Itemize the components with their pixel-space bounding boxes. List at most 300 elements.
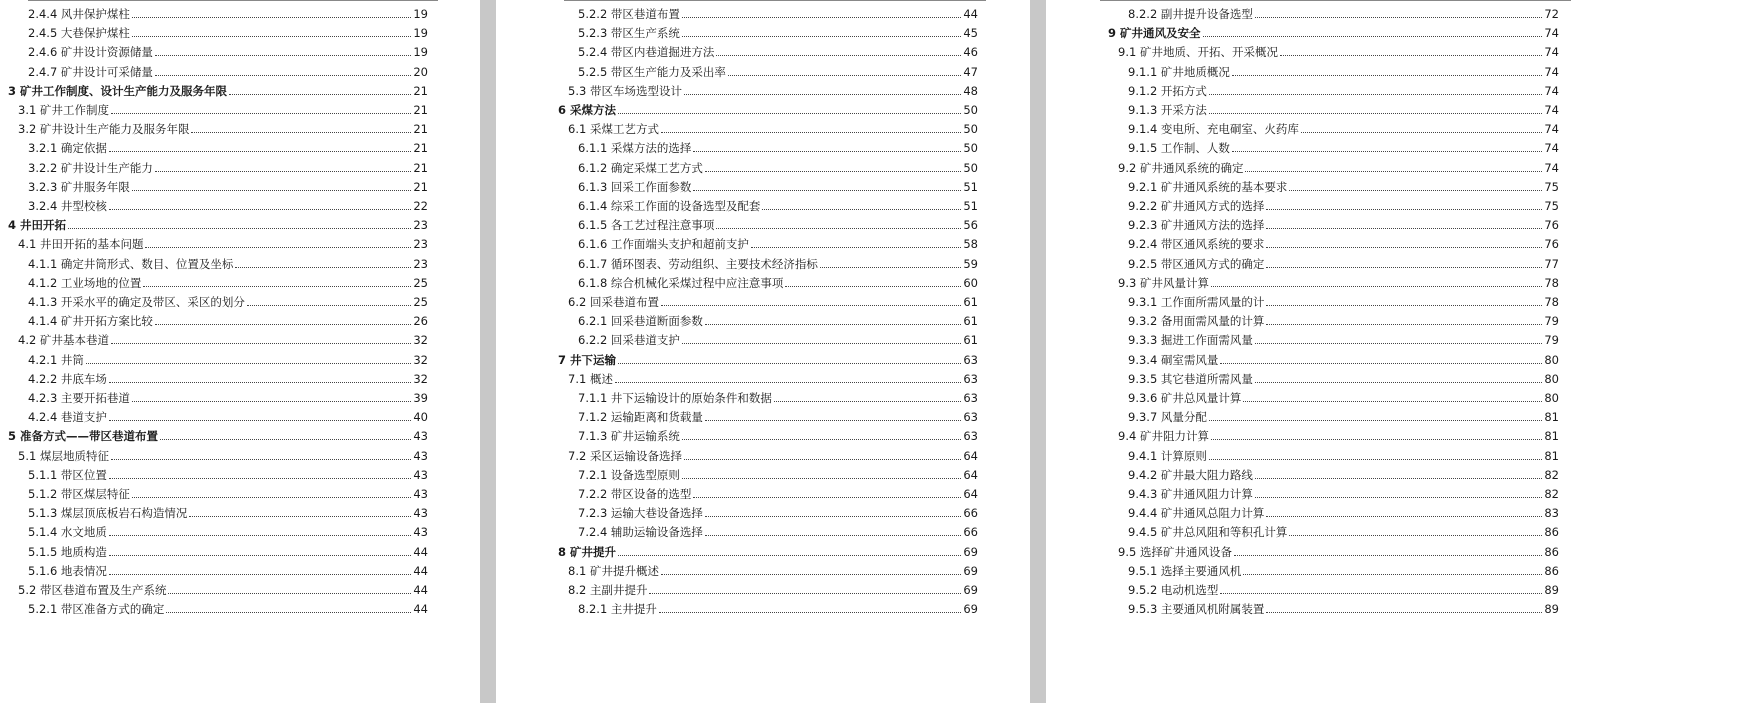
toc-entry[interactable] xyxy=(1118,39,1559,59)
toc-entry-title: 4.2.3 主要开拓巷道 xyxy=(28,391,130,405)
toc-page-number: 50 xyxy=(963,122,978,137)
toc-entry-title: 7.1.1 井下运输设计的原始条件和数据 xyxy=(578,391,772,405)
toc-page-number: 45 xyxy=(963,26,978,41)
dot-leader xyxy=(155,171,411,172)
toc-entry[interactable] xyxy=(568,366,978,386)
toc-entry[interactable] xyxy=(1128,500,1559,520)
toc-entry-title: 3.2.2 矿井设计生产能力 xyxy=(28,160,153,175)
toc-entry[interactable] xyxy=(1128,385,1559,405)
dot-leader xyxy=(1220,593,1542,594)
toc-entry[interactable] xyxy=(578,404,978,424)
dot-leader xyxy=(1232,151,1542,152)
toc-entry-title: 5.2.5 带区生产能力及采出率 xyxy=(578,64,726,79)
dot-leader xyxy=(109,420,411,421)
toc-entry-title: 9.3.1 工作面所需风量的计 xyxy=(1128,295,1265,309)
toc-entry-title: 5.2.2 带区巷道布置 xyxy=(578,7,680,21)
toc-entry-title: 9.3.3 掘进工作面需风量 xyxy=(1128,333,1253,348)
toc-page-number: 63 xyxy=(963,352,978,367)
toc-entry[interactable] xyxy=(1128,308,1559,328)
toc-page-number: 76 xyxy=(1544,218,1559,233)
dot-leader xyxy=(1220,363,1542,364)
toc-page-number: 63 xyxy=(963,429,978,444)
toc-page-number: 43 xyxy=(413,429,428,444)
dot-leader xyxy=(168,593,411,594)
dot-leader xyxy=(1255,478,1542,479)
dot-leader xyxy=(682,343,961,344)
toc-entry[interactable] xyxy=(1118,270,1559,290)
toc-entry[interactable] xyxy=(568,558,978,578)
toc-page-number: 74 xyxy=(1544,64,1559,79)
toc-entry[interactable] xyxy=(578,596,978,616)
dot-leader xyxy=(1234,555,1542,556)
dot-leader xyxy=(682,36,961,37)
toc-entry[interactable] xyxy=(578,155,978,175)
toc-entry[interactable] xyxy=(28,539,428,559)
toc-page-number: 78 xyxy=(1544,295,1559,309)
toc-entry[interactable] xyxy=(28,1,428,21)
dot-leader xyxy=(1266,612,1542,613)
toc-entry-title: 9.4.5 矿井总风阻和等积孔计算 xyxy=(1128,525,1288,540)
toc-page-number: 64 xyxy=(963,448,978,463)
toc-entry-title: 9.4.1 计算原则 xyxy=(1128,448,1207,463)
dot-leader xyxy=(1209,459,1542,460)
toc-entry-title: 7.2.1 设备选型原则 xyxy=(578,467,680,482)
toc-entry[interactable] xyxy=(568,78,978,98)
dot-leader xyxy=(235,267,411,268)
toc-entry[interactable] xyxy=(1128,577,1559,597)
toc-page-number: 44 xyxy=(413,563,428,578)
dot-leader xyxy=(1255,343,1542,344)
toc-entry[interactable] xyxy=(558,97,978,117)
toc-entry[interactable] xyxy=(1128,251,1559,271)
toc-page-number: 46 xyxy=(963,45,978,60)
dot-leader xyxy=(649,593,961,594)
toc-page-number: 19 xyxy=(413,26,428,41)
toc-entry[interactable] xyxy=(28,385,428,405)
toc-entry[interactable] xyxy=(28,519,428,539)
dot-leader xyxy=(693,190,961,191)
toc-page-number: 81 xyxy=(1544,410,1559,425)
toc-entry-title: 9.3.2 备用面需风量的计算 xyxy=(1128,314,1265,329)
toc-entry[interactable] xyxy=(568,443,978,463)
dot-leader xyxy=(705,171,961,172)
toc-entry[interactable] xyxy=(1118,539,1559,559)
toc-entry[interactable] xyxy=(568,577,978,597)
toc-entry[interactable] xyxy=(28,59,428,79)
toc-page-number: 21 xyxy=(413,122,428,137)
toc-entry-title: 4.1.3 开采水平的确定及带区、采区的划分 xyxy=(28,295,245,309)
toc-page-number: 89 xyxy=(1544,583,1559,597)
dot-leader xyxy=(109,478,411,479)
toc-page-number: 43 xyxy=(413,506,428,521)
toc-entry[interactable] xyxy=(28,20,428,40)
toc-entry[interactable] xyxy=(578,1,978,21)
toc-entry-title: 2.4.6 矿井设计资源储量 xyxy=(28,45,153,60)
toc-page-number: 64 xyxy=(963,487,978,501)
toc-entry[interactable] xyxy=(28,155,428,175)
toc-page-number: 40 xyxy=(413,410,428,425)
toc-entry[interactable] xyxy=(1128,135,1559,155)
toc-entry-title: 3.2.3 矿井服务年限 xyxy=(28,179,130,194)
toc-page-number: 25 xyxy=(413,295,428,309)
toc-entry[interactable] xyxy=(1128,116,1559,136)
toc-page-number: 19 xyxy=(413,45,428,60)
toc-page-number: 74 xyxy=(1544,26,1559,41)
toc-page-number: 50 xyxy=(963,141,978,156)
toc-page-number: 25 xyxy=(413,275,428,290)
toc-page-number: 26 xyxy=(413,314,428,329)
toc-page-number: 32 xyxy=(413,352,428,367)
toc-entry-title: 6 采煤方法 xyxy=(558,103,617,117)
dot-leader xyxy=(751,247,961,248)
toc-entry[interactable] xyxy=(18,327,428,347)
toc-page-number: 69 xyxy=(963,602,978,617)
toc-entry-title: 5.1 煤层地质特征 xyxy=(18,448,109,463)
dot-leader xyxy=(1266,247,1542,248)
toc-entry-title: 9.5 选择矿井通风设备 xyxy=(1118,544,1232,559)
toc-page-number: 51 xyxy=(963,199,978,213)
toc-page-number: 82 xyxy=(1544,487,1559,501)
toc-entry-title: 4.2.4 巷道支护 xyxy=(28,410,107,425)
toc-entry[interactable] xyxy=(28,500,428,520)
dot-leader xyxy=(693,497,961,498)
toc-page-number: 20 xyxy=(413,64,428,79)
dot-leader xyxy=(132,401,411,402)
dot-leader xyxy=(1209,94,1542,95)
toc-page-number: 21 xyxy=(413,160,428,175)
toc-page-number: 59 xyxy=(963,256,978,271)
dot-leader xyxy=(716,55,961,56)
dot-leader xyxy=(1243,574,1542,575)
toc-entry[interactable] xyxy=(578,193,978,213)
toc-page-number: 21 xyxy=(413,141,428,156)
toc-entry-title: 7.1.3 矿井运输系统 xyxy=(578,429,680,444)
page-gutter xyxy=(1030,0,1046,703)
toc-entry-title: 9.4.3 矿井通风阻力计算 xyxy=(1128,487,1253,501)
toc-entry-title: 9.1.3 开采方法 xyxy=(1128,103,1207,117)
toc-entry[interactable] xyxy=(28,174,428,194)
toc-entry[interactable] xyxy=(1128,404,1559,424)
toc-entry[interactable] xyxy=(1118,155,1559,175)
toc-entry-title: 7.2.4 辅助运输设备选择 xyxy=(578,525,703,540)
toc-entry-title: 5.1.3 煤层顶底板岩石构造情况 xyxy=(28,506,188,521)
toc-entry[interactable] xyxy=(18,443,428,463)
toc-entry-title: 5.3 带区车场选型设计 xyxy=(568,83,682,98)
toc-page-number: 81 xyxy=(1544,429,1559,444)
dot-leader xyxy=(155,324,411,325)
toc-entry[interactable] xyxy=(28,39,428,59)
toc-entry[interactable] xyxy=(1128,347,1559,367)
toc-entry-title: 7.2.2 带区设备的选型 xyxy=(578,487,692,501)
toc-entry-title: 5.1.6 地表情况 xyxy=(28,563,107,578)
toc-entry-title: 9.4.2 矿井最大阻力路线 xyxy=(1128,467,1253,482)
toc-entry[interactable] xyxy=(568,289,978,309)
dot-leader xyxy=(109,535,411,536)
toc-page-number: 32 xyxy=(413,333,428,348)
toc-page-number: 50 xyxy=(963,160,978,175)
toc-entry-title: 7.1 概述 xyxy=(568,371,613,386)
toc-entry[interactable] xyxy=(18,577,428,597)
toc-entry[interactable] xyxy=(28,558,428,578)
dot-leader xyxy=(1266,209,1542,210)
dot-leader xyxy=(1209,420,1542,421)
dot-leader xyxy=(68,228,411,229)
toc-page-number: 86 xyxy=(1544,544,1559,559)
toc-page-number: 64 xyxy=(963,467,978,482)
toc-page-number: 63 xyxy=(963,371,978,386)
toc-entry[interactable] xyxy=(1128,231,1559,251)
toc-page-number: 22 xyxy=(413,199,428,213)
dot-leader xyxy=(229,94,411,95)
toc-page-number: 80 xyxy=(1544,391,1559,405)
toc-entry[interactable] xyxy=(28,404,428,424)
toc-entry-title: 9.4.4 矿井通风总阻力计算 xyxy=(1128,506,1265,521)
toc-entry-title: 3 矿井工作制度、设计生产能力及服务年限 xyxy=(8,83,228,98)
dot-leader xyxy=(682,478,961,479)
toc-entry[interactable] xyxy=(578,270,978,290)
toc-page-number: 72 xyxy=(1544,7,1559,21)
toc-page-number: 44 xyxy=(963,7,978,21)
toc-page-number: 48 xyxy=(963,83,978,98)
toc-entry[interactable] xyxy=(578,20,978,40)
toc-entry[interactable] xyxy=(1128,1,1559,21)
dot-leader xyxy=(1255,497,1542,498)
dot-leader xyxy=(618,113,961,114)
toc-entry-title: 7.2.3 运输大巷设备选择 xyxy=(578,506,703,521)
toc-entry-title: 6.1.4 综采工作面的设备选型及配套 xyxy=(578,199,761,213)
dot-leader xyxy=(109,382,411,383)
dot-leader xyxy=(774,401,961,402)
dot-leader xyxy=(189,516,411,517)
toc-entry[interactable] xyxy=(578,135,978,155)
toc-page-number: 69 xyxy=(963,544,978,559)
toc-page-number: 56 xyxy=(963,218,978,233)
toc-entry[interactable] xyxy=(578,59,978,79)
dot-leader xyxy=(132,497,411,498)
dot-leader xyxy=(145,247,411,248)
dot-leader xyxy=(820,267,961,268)
toc-entry[interactable] xyxy=(28,289,428,309)
toc-entry[interactable] xyxy=(1128,462,1559,482)
dot-leader xyxy=(1211,286,1542,287)
toc-page-number: 74 xyxy=(1544,122,1559,137)
dot-leader xyxy=(155,55,411,56)
toc-entry[interactable] xyxy=(18,231,428,251)
toc-entry-title: 8.1 矿井提升概述 xyxy=(568,563,659,578)
dot-leader xyxy=(132,17,411,18)
toc-page-number: 75 xyxy=(1544,179,1559,194)
dot-leader xyxy=(659,612,961,613)
toc-entry[interactable] xyxy=(1128,97,1559,117)
toc-page-number: 80 xyxy=(1544,371,1559,386)
toc-entry[interactable] xyxy=(28,193,428,213)
toc-page-number: 43 xyxy=(413,525,428,540)
toc-entry[interactable] xyxy=(578,231,978,251)
toc-entry[interactable] xyxy=(1128,289,1559,309)
toc-entry[interactable] xyxy=(578,500,978,520)
toc-entry[interactable] xyxy=(578,251,978,271)
toc-entry[interactable] xyxy=(558,539,978,559)
dot-leader xyxy=(1266,267,1542,268)
toc-entry[interactable] xyxy=(578,212,978,232)
toc-page-number: 78 xyxy=(1544,275,1559,290)
dot-leader xyxy=(1289,535,1542,536)
toc-entry[interactable] xyxy=(28,462,428,482)
toc-entry-title: 9.3 矿井风量计算 xyxy=(1118,275,1209,290)
toc-entry-title: 4.1.2 工业场地的位置 xyxy=(28,275,142,290)
toc-entry[interactable] xyxy=(1128,443,1559,463)
dot-leader xyxy=(762,209,961,210)
toc-entry[interactable] xyxy=(28,308,428,328)
toc-entry-title: 6.1.2 确定采煤工艺方式 xyxy=(578,160,703,175)
toc-entry[interactable] xyxy=(1128,596,1559,616)
toc-entry[interactable] xyxy=(578,327,978,347)
toc-entry-title: 6.1.6 工作面端头支护和超前支护 xyxy=(578,237,749,252)
toc-entry[interactable] xyxy=(28,270,428,290)
toc-entry-title: 9.3.6 矿井总风量计算 xyxy=(1128,391,1242,405)
toc-entry[interactable] xyxy=(558,347,978,367)
toc-entry-title: 9.1.4 变电所、充电硐室、火药库 xyxy=(1128,122,1299,137)
toc-entry[interactable] xyxy=(1128,481,1559,501)
toc-entry[interactable] xyxy=(1118,423,1559,443)
toc-entry[interactable] xyxy=(28,251,428,271)
toc-entry[interactable] xyxy=(18,97,428,117)
toc-page-number: 61 xyxy=(963,333,978,348)
toc-entry[interactable] xyxy=(578,174,978,194)
toc-entry[interactable] xyxy=(578,308,978,328)
toc-entry[interactable] xyxy=(568,116,978,136)
toc-entry[interactable] xyxy=(8,78,428,98)
toc-entry[interactable] xyxy=(1128,78,1559,98)
dot-leader xyxy=(132,36,411,37)
toc-page-number: 66 xyxy=(963,506,978,521)
toc-entry[interactable] xyxy=(1128,519,1559,539)
toc-page-number: 43 xyxy=(413,467,428,482)
dot-leader xyxy=(86,363,411,364)
dot-leader xyxy=(1203,36,1543,37)
toc-entry[interactable] xyxy=(28,347,428,367)
toc-entry[interactable] xyxy=(18,116,428,136)
toc-entry[interactable] xyxy=(578,481,978,501)
toc-entry-title: 9.1.5 工作制、人数 xyxy=(1128,141,1230,156)
dot-leader xyxy=(160,439,411,440)
page-gutter xyxy=(480,0,496,703)
toc-page-number: 43 xyxy=(413,487,428,501)
toc-entry[interactable] xyxy=(1128,59,1559,79)
dot-leader xyxy=(618,555,961,556)
dot-leader xyxy=(132,190,411,191)
toc-page-number: 44 xyxy=(413,602,428,617)
toc-page-number: 23 xyxy=(413,237,428,252)
toc-entry-title: 2.4.7 矿井设计可采储量 xyxy=(28,64,153,79)
toc-entry-title: 5.2.3 带区生产系统 xyxy=(578,26,680,41)
toc-entry[interactable] xyxy=(1108,20,1559,40)
toc-entry-title: 5.1.1 带区位置 xyxy=(28,467,107,482)
toc-entry-title: 5.1.4 水文地质 xyxy=(28,525,107,540)
toc-page-number: 60 xyxy=(963,275,978,290)
toc-entry[interactable] xyxy=(28,366,428,386)
toc-page-number: 74 xyxy=(1544,103,1559,117)
toc-entry[interactable] xyxy=(578,519,978,539)
toc-page-number: 63 xyxy=(963,410,978,425)
toc-entry[interactable] xyxy=(8,212,428,232)
toc-entry[interactable] xyxy=(578,39,978,59)
toc-entry-title: 9.5.1 选择主要通风机 xyxy=(1128,563,1242,578)
dot-leader xyxy=(661,574,961,575)
toc-entry[interactable] xyxy=(1128,174,1559,194)
toc-entry-title: 9.5.2 电动机选型 xyxy=(1128,583,1219,597)
toc-page-number: 69 xyxy=(963,583,978,597)
toc-entry[interactable] xyxy=(28,135,428,155)
toc-page-number: 21 xyxy=(413,179,428,194)
toc-entry[interactable] xyxy=(578,385,978,405)
toc-entry-title: 3.2.4 井型校核 xyxy=(28,199,107,213)
toc-page-1 xyxy=(8,0,480,703)
toc-entry-title: 9.2.3 矿井通风方法的选择 xyxy=(1128,218,1265,233)
toc-page-number: 23 xyxy=(413,256,428,271)
toc-entry-title: 4.2.2 井底车场 xyxy=(28,371,107,386)
toc-page-number: 43 xyxy=(413,448,428,463)
toc-entry[interactable] xyxy=(28,481,428,501)
toc-entry-title: 8.2 主副井提升 xyxy=(568,583,648,597)
toc-entry-title: 4.2 矿井基本巷道 xyxy=(18,333,109,348)
toc-entry-title: 9.4 矿井阻力计算 xyxy=(1118,429,1209,444)
toc-page-number: 32 xyxy=(413,371,428,386)
dot-leader xyxy=(705,516,961,517)
dot-leader xyxy=(705,420,961,421)
toc-entry-title: 9.2.5 带区通风方式的确定 xyxy=(1128,256,1265,271)
toc-entry[interactable] xyxy=(1128,327,1559,347)
dot-leader xyxy=(1266,516,1542,517)
toc-entry-title: 6.2.1 回采巷道断面参数 xyxy=(578,314,703,329)
dot-leader xyxy=(143,286,411,287)
toc-page-number: 82 xyxy=(1544,467,1559,482)
dot-leader xyxy=(109,151,411,152)
toc-entry-title: 6.2.2 回采巷道支护 xyxy=(578,333,680,348)
toc-entry-title: 5.2.1 带区准备方式的确定 xyxy=(28,602,165,617)
dot-leader xyxy=(166,612,411,613)
dot-leader xyxy=(155,75,411,76)
toc-entry[interactable] xyxy=(1128,366,1559,386)
toc-entry[interactable] xyxy=(28,596,428,616)
toc-entry[interactable] xyxy=(1128,558,1559,578)
toc-page-number: 63 xyxy=(963,391,978,405)
toc-entry-title: 9.3.4 硐室需风量 xyxy=(1128,352,1219,367)
toc-entry[interactable] xyxy=(8,423,428,443)
toc-page-number: 58 xyxy=(963,237,978,252)
toc-entry-title: 2.4.4 风井保护煤柱 xyxy=(28,7,130,21)
dot-leader xyxy=(109,555,411,556)
toc-entry-title: 8.2.1 主井提升 xyxy=(578,602,657,617)
toc-page-number: 21 xyxy=(413,83,428,98)
toc-entry[interactable] xyxy=(578,423,978,443)
toc-entry-title: 5 准备方式——带区巷道布置 xyxy=(8,429,159,444)
dot-leader xyxy=(693,151,961,152)
toc-entry[interactable] xyxy=(1128,193,1559,213)
toc-entry-title: 9.2.1 矿井通风系统的基本要求 xyxy=(1128,179,1288,194)
dot-leader xyxy=(1255,382,1542,383)
toc-entry-title: 2.4.5 大巷保护煤柱 xyxy=(28,26,130,41)
toc-entry-title: 4.2.1 井筒 xyxy=(28,352,84,367)
dot-leader xyxy=(682,17,961,18)
dot-leader xyxy=(111,113,411,114)
toc-entry[interactable] xyxy=(578,462,978,482)
dot-leader xyxy=(247,305,411,306)
dot-leader xyxy=(705,324,961,325)
dot-leader xyxy=(1301,132,1542,133)
toc-entry[interactable] xyxy=(1128,212,1559,232)
toc-entry-title: 4.1 井田开拓的基本问题 xyxy=(18,237,144,252)
